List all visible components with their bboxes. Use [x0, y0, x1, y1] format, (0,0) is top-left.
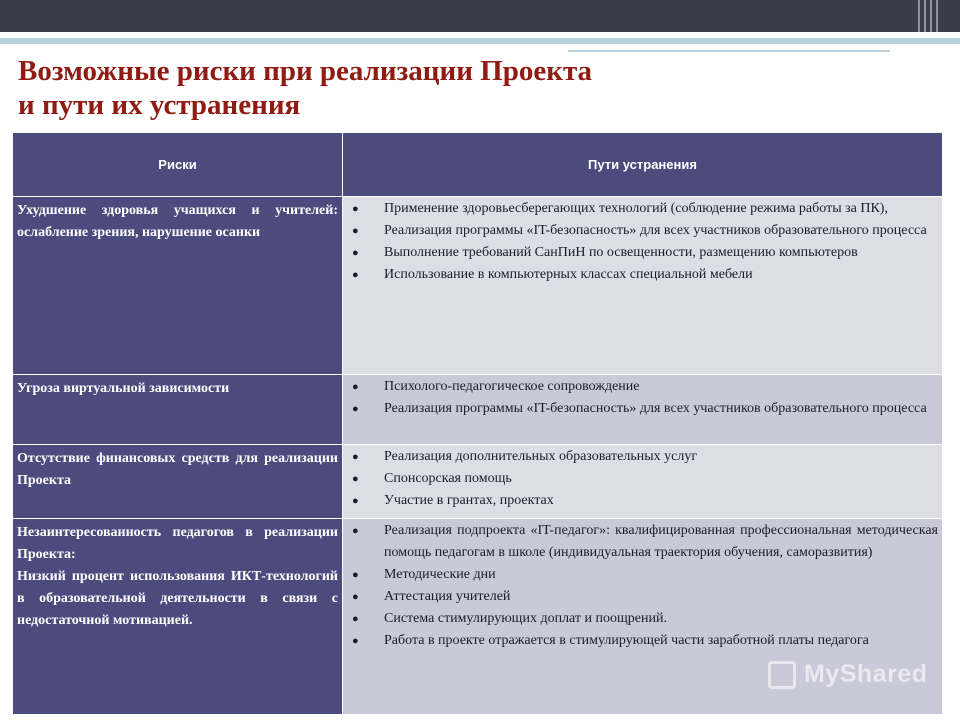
risk-text: Незаинтересованность педагогов в реализации Проекта:: [17, 525, 338, 562]
bullet-icon: ●: [352, 403, 359, 415]
list-item: ● Реализация программы «IT-безопасность» для всех участников образовательного процесса: [347, 398, 938, 420]
header-risks: Риски: [13, 133, 343, 197]
list-item: ● Психолого-педагогическое сопровождение: [347, 376, 938, 398]
bullet-icon: ●: [352, 591, 359, 603]
top-bar: [0, 0, 960, 32]
bullet-icon: ●: [352, 569, 359, 581]
decorative-stripes: [918, 0, 942, 32]
table-row: [13, 197, 943, 375]
list-item: ● Работа в проекте отражается в стимулирующей части заработной платы педагога: [347, 630, 938, 652]
slide-title-line1: Возможные риски при реализации Проекта: [18, 55, 593, 87]
risk-cell: [13, 375, 343, 445]
risk-cell: [13, 445, 343, 519]
list-item: ● Аттестация учителей: [347, 586, 938, 608]
list-item: ● Участие в грантах, проектах: [347, 490, 938, 512]
solutions-cell: [343, 375, 943, 445]
bullet-icon: ●: [352, 473, 359, 485]
slide-title: [18, 54, 592, 122]
table-row: [13, 375, 943, 445]
bullet-icon: ●: [352, 613, 359, 625]
risk-cell: [13, 519, 343, 715]
list-item: ● Реализация программы «IT-безопасность» для всех участников образовательного процесса: [347, 220, 938, 242]
list-item: ● Выполнение требований СанПиН по освещенности, размещению компьютеров: [347, 242, 938, 264]
table-header-row: [13, 133, 943, 197]
watermark: [766, 658, 936, 694]
risk-text: Отсутствие финансовых средств для реализации Проекта: [17, 451, 338, 488]
risk-cell: [13, 197, 343, 375]
bullet-icon: ●: [352, 203, 359, 215]
risks-table: [12, 132, 943, 715]
accent-band: [0, 38, 960, 44]
list-item: ● Спонсорская помощь: [347, 468, 938, 490]
list-item: ● Применение здоровьесберегающих технологий (соблюдение режима работы за ПК),: [347, 198, 938, 220]
solutions-cell: [343, 445, 943, 519]
table-row: [13, 445, 943, 519]
risk-text-extra: Низкий процент использования ИКТ-технологий в образовательной деятельности в связи с недостаточной мотивацией.: [17, 569, 338, 628]
list-item: ● Использование в компьютерных классах специальной мебели: [347, 264, 938, 286]
risk-text: Угроза виртуальной зависимости: [17, 381, 230, 396]
watermark-logo-icon: [768, 661, 796, 689]
accent-line: [568, 50, 890, 52]
list-item: ● Реализация дополнительных образовательных услуг: [347, 446, 938, 468]
list-item: ● Методические дни: [347, 564, 938, 586]
bullet-icon: ●: [352, 525, 359, 537]
risk-text: Ухудшение здоровья учащихся и учителей: ослабление зрения, нарушение осанки: [17, 203, 338, 240]
header-solutions: Пути устранения: [343, 133, 943, 197]
bullet-icon: ●: [352, 269, 359, 281]
slide-title-line2: и пути их устранения: [18, 89, 301, 121]
list-item: ● Система стимулирующих доплат и поощрений.: [347, 608, 938, 630]
watermark-text: MyShared: [804, 660, 928, 688]
bullet-icon: ●: [352, 225, 359, 237]
bullet-icon: ●: [352, 635, 359, 647]
solutions-cell: [343, 197, 943, 375]
list-item: ● Реализация подпроекта «IT-педагог»: квалифицированная профессиональная методическая помощь педагогам в школе (индивидуальная траектория обучения, саморазвития): [347, 520, 938, 564]
bullet-icon: ●: [352, 247, 359, 259]
bullet-icon: ●: [352, 451, 359, 463]
bullet-icon: ●: [352, 381, 359, 393]
bullet-icon: ●: [352, 495, 359, 507]
